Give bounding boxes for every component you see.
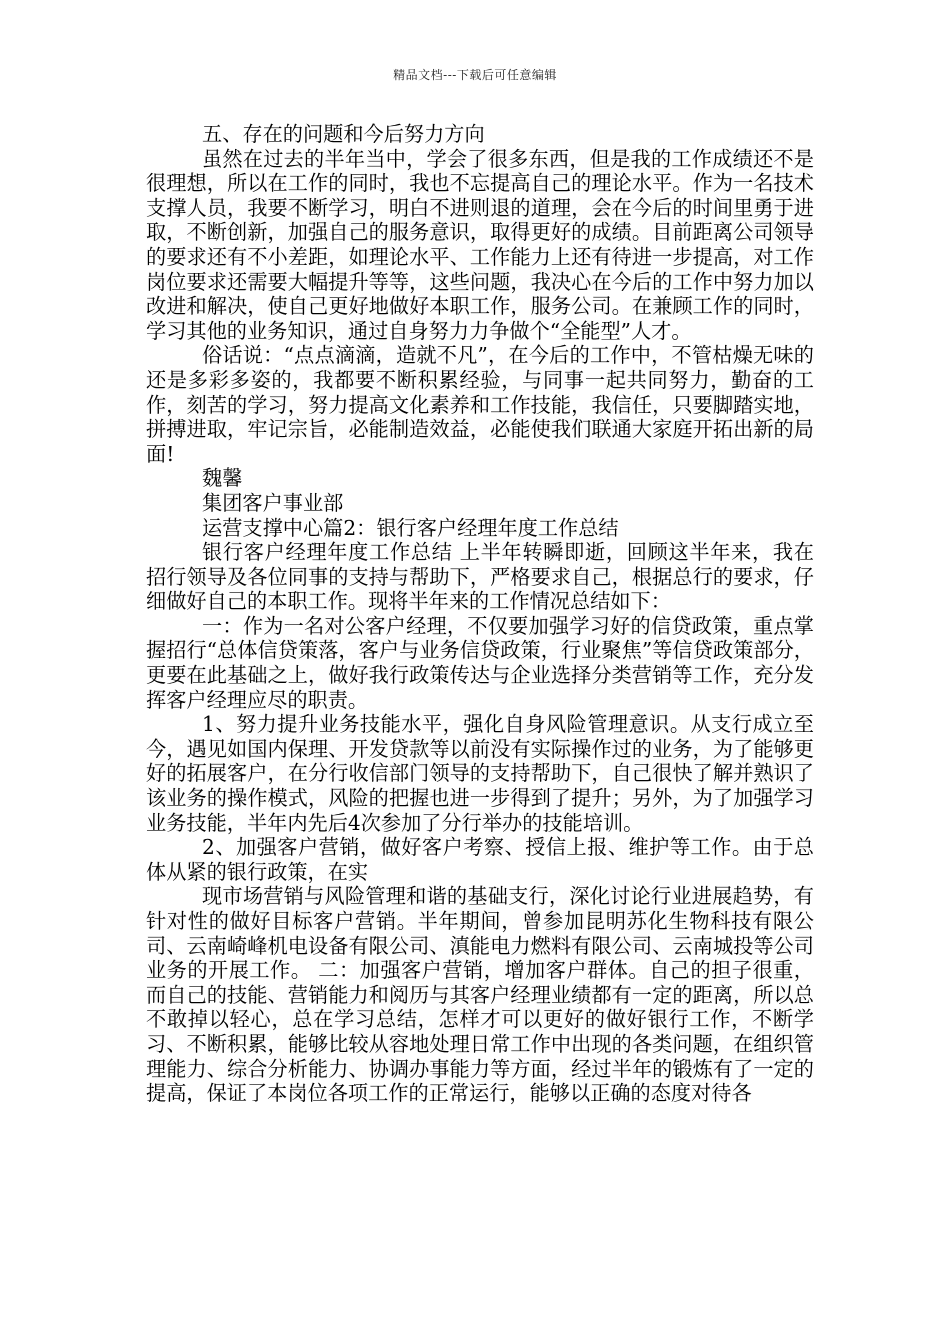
paragraph: 一：作为一名对公客户经理，不仅要加强学习好的信贷政策，重点掌握招行“总体信贷策落，客户与业务信贷政策，行业聚焦”等信贷政策部分，更要在此基础之上，做好我行政策传达与企业选择分类营销等工作，充分发挥客户经理应尽的职责。: [146, 613, 814, 712]
paragraph: 俗话说：“点点滴滴，造就不凡”，在今后的工作中，不管枯燥无味的还是多彩多姿的，我都要不断积累经验，与同事一起共同努力，勤奋的工作，刻苦的学习，努力提高文化素养和工作技能，我信任，只要脚踏实地，拼搏进取，牢记宗旨，必能制造效益，必能使我们联通大家庭开拓出新的局面!: [146, 343, 814, 466]
paragraph: 现市场营销与风险管理和谐的基础支行，深化讨论行业进展趋势，有针对性的做好目标客户营销。半年期间，曾参加昆明苏化生物科技有限公司、云南崎峰机电设备有限公司、滇能电力燃料有限公司、云南城投等公司业务的开展工作。 二：加强客户营销，增加客户群体。自己的担子很重，而自己的技能、营销能力和阅历与其客户经理业绩都有一定的距离，所以总不敢掉以轻心，总在学习总结，怎样才可以更好的做好银行工作，不断学习、不断积累，能够比较从容地处理日常工作中出现的各类问题，在组织管理能力、综合分析能力、协调办事能力等方面，经过半年的锻炼有了一定的提高，保证了本岗位各项工作的正常运行，能够以正确的态度对待各: [146, 884, 814, 1106]
paragraph: 银行客户经理年度工作总结 上半年转瞬即逝，回顾这半年来，我在招行领导及各位同事的支持与帮助下，严格要求自己，根据总行的要求，仔细做好自己的本职工作。现将半年来的工作情况总结如下：: [146, 540, 814, 614]
signature-name: 魏馨: [202, 466, 243, 491]
section-heading: 五、存在的问题和今后努力方向: [202, 122, 485, 146]
page-header: 精品文档---下载后可任意编辑: [393, 68, 557, 82]
document-body: [146, 122, 814, 1106]
paragraph: 虽然在过去的半年当中，学会了很多东西，但是我的工作成绩还不是很理想，所以在工作的同时，我也不忘提高自己的理论水平。作为一名技术支撑人员，我要不断学习，明白不进则退的道理，会在今后的时间里勇于进取，不断创新，加强自己的服务意识，取得更好的成绩。目前距离公司领导的要求还有不小差距，如理论水平、工作能力上还有待进一步提高，对工作岗位要求还需要大幅提升等等，这些问题，我决心在今后的工作中努力加以改进和解决，使自己更好地做好本职工作，服务公司。在兼顾工作的同时，学习其他的业务知识，通过自身努力力争做个“全能型”人才。: [146, 146, 814, 343]
paragraph: 2、加强客户营销，做好客户考察、授信上报、维护等工作。由于总体从紧的银行政策，在实: [146, 835, 814, 884]
paragraph: 1、努力提升业务技能水平，强化自身风险管理意识。从支行成立至今，遇见如国内保理、开发贷款等以前没有实际操作过的业务，为了能够更好的拓展客户，在分行收信部门领导的支持帮助下，自己很快了解并熟识了该业务的操作模式，风险的把握也进一步得到了提升；另外，为了加强学习业务技能，半年内先后4次参加了分行举办的技能培训。: [146, 712, 814, 835]
article-title: 运营支撑中心篇2：银行客户经理年度工作总结: [202, 515, 619, 540]
signature-department: 集团客户事业部: [202, 490, 344, 515]
